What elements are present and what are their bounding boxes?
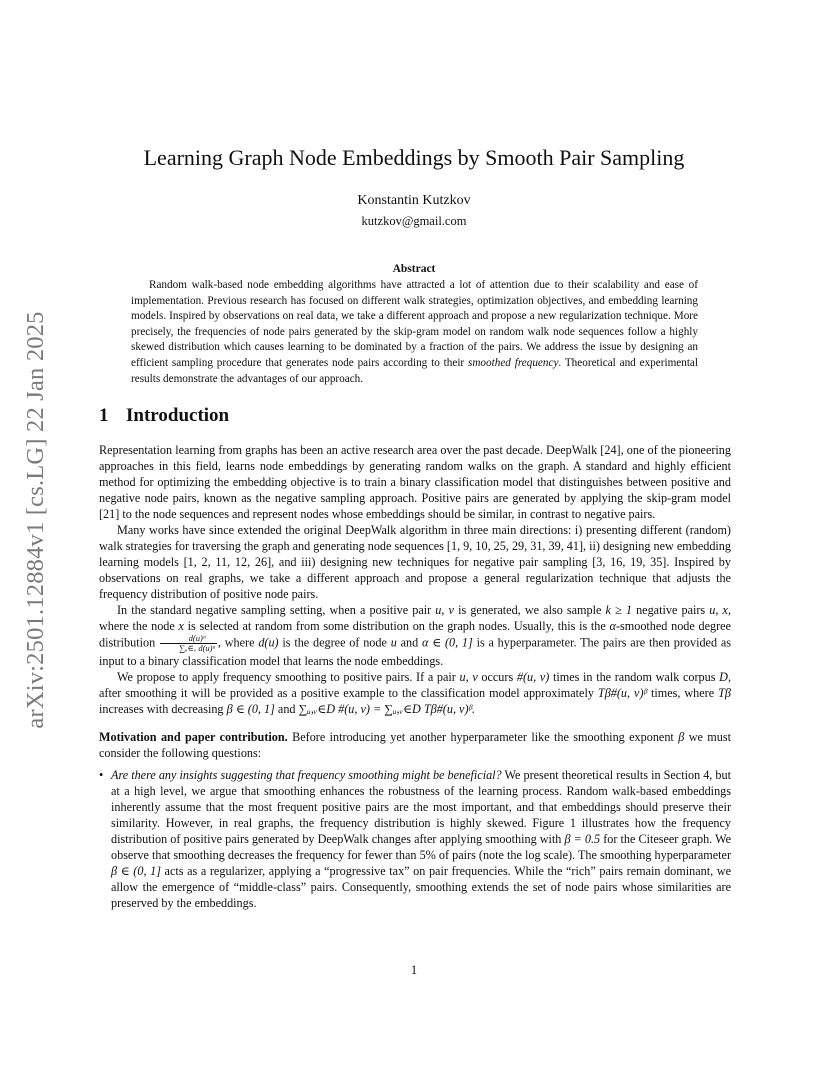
text-run: is a hyperparameter. The pairs are then provided as input to a binary classification model that learns the node embeddings. xyxy=(99,635,731,668)
motivation-paragraph xyxy=(99,729,731,761)
text-run: is selected at random from some distribution on the graph nodes. Usually, this is the xyxy=(183,619,610,633)
abstract-text-1: Random walk-based node embedding algorithms have attracted a lot of attention due to their scalability and ease of implementation. Previous research has focused on different walk strategies, optimization objectives, and embedding learning models. Inspired by observations on real data, we take a different approach and propose a new regularization technique. More precisely, the frequencies of node pairs generated by the skip-gram model on random walk node sequences follow a highly skewed distribution which causes learning to be dominated by a fraction of the pairs. We address the issue by designing an efficient sampling procedure that generates node pairs according to their xyxy=(131,279,698,369)
page-number: 1 xyxy=(410,963,418,977)
fraction-numerator: d(u)ᵅ xyxy=(160,634,217,644)
math-beta-range-2: β ∈ (0, 1] xyxy=(111,864,161,878)
arxiv-identifier: arXiv:2501.12884v1 [cs.LG] 22 Jan 2025 xyxy=(22,311,49,729)
motivation-heading: Motivation and paper contribution. xyxy=(99,730,288,744)
math-uv: u, v xyxy=(435,603,454,617)
bullet-icon: • xyxy=(99,768,104,782)
math-corpus: D xyxy=(719,670,728,684)
abstract-text-2: . Theoretical and experimental results demonstrate the advantages of our approach. xyxy=(131,356,699,385)
intro-paragraph-3 xyxy=(99,602,731,669)
arxiv-sidebar-stamp xyxy=(14,290,58,750)
math-sum-equation: ∑ᵤ,ᵥ∈D #(u, v) = ∑ᵤ,ᵥ∈D Tβ#(u, v)ᵝ. xyxy=(298,702,476,716)
text-run: , where the node xyxy=(99,603,731,633)
text-run: negative pairs xyxy=(631,603,710,617)
math-beta: β xyxy=(678,730,685,744)
intro-paragraph-2: Many works have since extended the original DeepWalk algorithm in three main directions: i) presenting different (random) walk strategies for traversing the graph and generating node sequences [1, 9, 10, 25, 29, 31, 39, 41], ii) designing new embedding learning models [1, 2, 11, 12, 26], and iii) designing new techniques for negative pair sampling [3, 16, 19, 35]. Inspired by observations on real graphs, we take a different approach and propose a general regularization technique that adjusts the frequency distribution of positive node pairs. xyxy=(99,523,731,601)
math-beta-range: β ∈ (0, 1] xyxy=(226,702,275,716)
text-run: increases with decreasing xyxy=(99,702,227,716)
section-title: Introduction xyxy=(126,405,230,426)
text-run: we must consider the following questions: xyxy=(99,730,732,760)
text-run: Before introducing yet another hyperparameter like the smoothing exponent xyxy=(287,730,679,744)
section-number: 1 xyxy=(99,405,109,426)
intro-paragraph-1: Representation learning from graphs has been an active research area over the past decade. DeepWalk [24], one of the pioneering approaches in this field, learns node embeddings by generating random walks on the graph. A standard and highly efficient method for optimizing the embedding objective is to train a binary classification model that distinguishes between positive and negative node pairs, known as the negative sampling approach. Positive pairs are generated by applying the skip-gram model [21] to the node sequences and represent nodes whose embeddings should be similar, in contrast to negative pairs. xyxy=(99,443,731,521)
question-list xyxy=(99,767,731,911)
section-heading xyxy=(99,405,229,427)
degree-distribution-fraction xyxy=(160,634,217,653)
abstract-body xyxy=(131,278,698,387)
author-name: Konstantin Kutzkov xyxy=(357,193,471,208)
text-run: acts as a regularizer, applying a “progressive tax” on pair frequencies. While the “rich” pairs remain dominant, we allow the emergence of “middle-class” pairs. Consequently, smoothing extends the set of node pairs whose similarities are preserved by the embeddings. xyxy=(111,864,731,910)
author-email: kutzkov@gmail.com xyxy=(361,214,467,228)
question-italic: Are there any insights suggesting that frequency smoothing might be beneficial? xyxy=(111,768,502,782)
math-du: d(u) xyxy=(258,635,279,650)
math-beta-half: β = 0.5 xyxy=(564,832,601,846)
math-alpha-range: α ∈ (0, 1] xyxy=(421,635,473,650)
math-tbeta: Tβ xyxy=(718,686,731,700)
text-run: -smoothed node degree distribution xyxy=(99,619,732,650)
list-item xyxy=(99,767,732,911)
math-x: x xyxy=(178,619,184,633)
text-run: and xyxy=(274,702,299,716)
math-k: k ≥ 1 xyxy=(605,603,632,617)
math-smoothed-count: Tβ#(u, v)ᵝ xyxy=(597,686,647,700)
abstract-heading: Abstract xyxy=(392,263,436,275)
math-alpha: α xyxy=(609,619,616,633)
text-run: , after smoothing it will be provided as a positive example to the classification model approximately xyxy=(99,670,732,700)
paper-title: Learning Graph Node Embeddings by Smooth Pair Sampling xyxy=(143,145,685,170)
text-run: times, where xyxy=(646,686,719,700)
math-pair-count: #(u, v) xyxy=(516,670,550,684)
math-uv-2: u, v xyxy=(459,670,478,684)
abstract-paragraph xyxy=(131,278,698,387)
intro-paragraph-4 xyxy=(99,669,731,717)
text-run: for the Citeseer graph. We observe that smoothing decreases the frequency for fewer than 5% of pairs (note the log scale). The smoothing hyperparameter xyxy=(111,832,732,862)
text-run: is generated, we also sample xyxy=(453,603,606,617)
introduction-body xyxy=(99,442,731,911)
text-run: is the degree of node xyxy=(278,635,391,650)
text-run: times in the random walk corpus xyxy=(549,670,720,684)
math-ux: u, x xyxy=(709,603,728,617)
text-run: occurs xyxy=(477,670,517,684)
text-run: In the standard negative sampling setting, when a positive pair xyxy=(117,603,436,617)
fraction-denominator: ∑ᵤ∈ᵥ d(u)ᵅ xyxy=(179,643,216,653)
abstract-italic-term: smoothed frequency xyxy=(468,356,559,369)
math-u: u xyxy=(390,635,397,650)
text-run: We present theoretical results in Section 4, but at a high level, we argue that smoothing enhances the robustness of the learning process. Random walk-based embeddings inherently assume that the most frequent positive pairs are the most important, and that embeddings should preserve their similarity. However, in real graphs, the frequency distribution is highly skewed. Figure 1 illustrates how the frequency distribution of positive pairs generated by DeepWalk changes after applying smoothing with xyxy=(111,768,731,846)
text-run: and xyxy=(396,635,422,650)
text-run: We propose to apply frequency smoothing to positive pairs. If a pair xyxy=(117,670,460,684)
text-run: , where xyxy=(217,635,259,650)
